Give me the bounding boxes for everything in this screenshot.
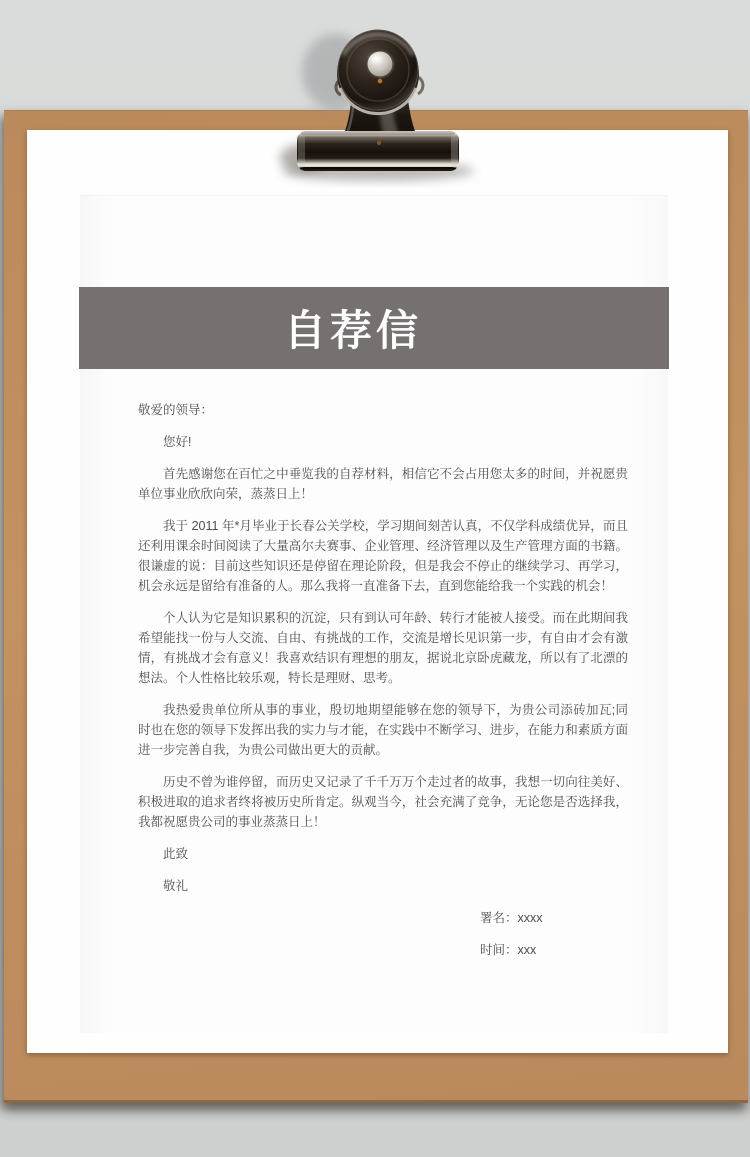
backing-paper (27, 130, 728, 1053)
closing-jingli: 敬礼 (163, 879, 189, 893)
paragraph: 我于 2011 年*月毕业于长春公关学校，学习期间刻苦认真，不仅学科成绩优异，而且还利用课余时间阅读了大量高尔夫赛事、企业管理、经济管理以及生产管理方面的书籍。很谦虚的说：目前这些知识还是停留在理论阶段，但是我会不停止的继续学习、再学习，机会永远是留给有准备的人。那么我将一直准备下去，直到您能给我一个实践的机会！ (138, 519, 628, 593)
closing-cizhi: 此致 (163, 847, 189, 861)
date-line: 时间：xxx (480, 943, 537, 957)
page-title: 自荐信 (283, 307, 422, 354)
greeting: 您好! (163, 435, 192, 449)
letter-sheet (80, 195, 668, 1033)
signature-line: 署名：xxxx (480, 911, 543, 925)
paragraph: 个人认为它是知识累积的沉淀，只有到认可年龄、转行才能被人接受。而在此期间我希望能找一份与人交流、自由、有挑战的工作，交流是增长见识第一步，有自由才会有激情，有挑战才会有意义！我喜欢结识有理想的朋友，据说北京卧虎藏龙，所以有了北漂的想法。个人性格比较乐观，特长是理财、思考。 (138, 611, 628, 685)
title-banner (79, 287, 669, 369)
binder-clip-icon (260, 8, 500, 188)
salutation: 敬爱的领导： (138, 403, 214, 417)
paragraph: 首先感谢您在百忙之中垂览我的自荐材料，相信它不会占用您太多的时间，并祝愿贵单位事业欣欣向荣，蒸蒸日上！ (138, 467, 628, 501)
paragraph: 历史不曾为谁停留，而历史又记录了千千万万个走过者的故事，我想一切向往美好、积极进取的追求者终将被历史所肯定。纵观当今，社会充满了竞争，无论您是否选择我，我都祝愿贵公司的事业蒸蒸日上！ (138, 775, 628, 829)
letter-body (138, 400, 628, 972)
paragraph: 我热爱贵单位所从事的事业，殷切地期望能够在您的领导下，为贵公司添砖加瓦;同时也在您的领导下发挥出我的实力与才能，在实践中不断学习、进步，在能力和素质方面进一步完善自我，为贵公司做出更大的贡献。 (138, 703, 628, 757)
